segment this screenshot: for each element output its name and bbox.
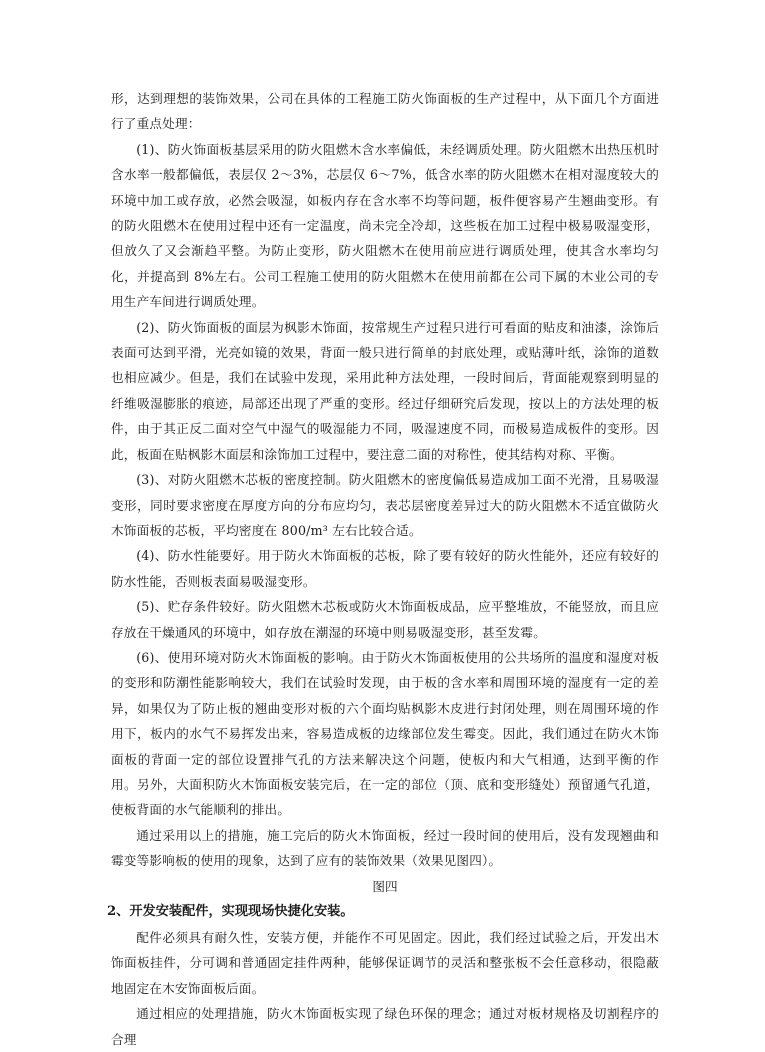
paragraph-item-4: (4)、防水性能要好。用于防火木饰面板的芯板，除了要有较好的防火性能外，还应有较好的防水性能，否则板表面易吸湿变形。 bbox=[111, 548, 659, 589]
paragraph-summary: 通过采用以上的措施，施工完后的防火木饰面板，经过一段时间的使用后，没有发现翘曲和霉变等影响板的使用的现象，达到了应有的装饰效果（效果见图四）。 bbox=[111, 827, 659, 869]
document-page bbox=[107, 86, 659, 1052]
paragraph-fittings: 配件必须具有耐久性，安装方便，并能作不可见固定。因此，我们经过试验之后，开发出木饰面板挂件，分可调和普通固定挂件两种，能够保证调节的灵活和整张板不会任意移动，很隐蔽地固定在木安饰面板后面。 bbox=[111, 930, 659, 996]
section-heading: 2、开发安装配件，实现现场快捷化安装。 bbox=[107, 904, 354, 919]
paragraph-item-5: (5)、贮存条件较好。防火阻燃木芯板或防火木饰面板成品，应平整堆放，不能竖放，而且应存放在干燥通风的环境中，如存放在潮湿的环境中则易吸湿变形，甚至发霉。 bbox=[111, 599, 659, 640]
paragraph-item-1: (1)、防火饰面板基层采用的防火阻燃木含水率偏低，未经调质处理。防火阻燃木出热压机时含水率一般都偏低，表层仅 2～3%，芯层仅 6～7%，低含水率的防火阻燃木在相对湿度较大的环境中加工或存放，必然会吸湿，如板内存在含水率不均等问题，板件便容易产生翘曲变形。有的防火阻燃木在使用过程中还有一定温度，尚未完全冷却，这些板在加工过程中极易吸湿变形，但放久了又会渐趋平整。为防止变形，防火阻燃木在使用前应进行调质处理，使其含水率均匀化，并提高到 8%左右。公司工程施工使用的防火阻燃木在使用前都在公司下属的木业公司的专用生产车间进行调质处理。 bbox=[111, 141, 659, 310]
figure-caption: 图四 bbox=[372, 878, 398, 894]
paragraph-item-3: (3)、对防火阻燃木芯板的密度控制。防火阻燃木的密度偏低易造成加工面不光滑，且易吸湿变形，同时要求密度在厚度方向的分布应均匀，表芯层密度差异过大的防火阻燃木不适宜做防火木饰面板的芯板，平均密度在 800/m³ 左右比较合适。 bbox=[111, 472, 659, 538]
paragraph-intro: 形，达到理想的装饰效果，公司在具体的工程施工防火饰面板的生产过程中，从下面几个方面进行了重点处理： bbox=[111, 91, 659, 132]
paragraph-conclusion: 通过相应的处理措施，防火木饰面板实现了绿色环保的理念；通过对板材规格及切割程序的合理 bbox=[111, 1006, 659, 1047]
paragraph-item-6: (6)、使用环境对防火木饰面板的影响。由于防火木饰面板使用的公共场所的温度和湿度对板的变形和防潮性能影响较大，我们在试验时发现，由于板的含水率和周围环境的湿度有一定的差异，如果仅为了防止板的翘曲变形对板的六个面均贴枫影木皮进行封闭处理，则在周围环境的作用下，板内的水气不易挥发出来，容易造成板的边缘部位发生霉变。因此，我们通过在防火木饰面板的背面一定的部位设置排气孔的方法来解决这个问题，使板内和大气相通，达到平衡的作用。另外，大面积防火木饰面板安装完后，在一定的部位（顶、底和变形缝处）预留通气孔道，使板背面的水气能顺利的排出。 bbox=[111, 649, 659, 818]
paragraph-item-2: (2)、防火饰面板的面层为枫影木饰面，按常规生产过程只进行可看面的贴皮和油漆，涂饰后表面可达到平滑，光亮如镜的效果，背面一般只进行简单的封底处理，或贴薄叶纸，涂饰的道数也相应减少。但是，我们在试验中发现，采用此种方法处理，一段时间后，背面能观察到明显的纤维吸湿膨胀的痕迹，局部还出现了严重的变形。经过仔细研究后发现，按以上的方法处理的板件，由于其正反二面对空气中湿气的吸湿能力不同，吸湿速度不同，而极易造成板件的变形。因此，板面在贴枫影木面层和涂饰加工过程中，要注意二面的对称性，使其结构对称、平衡。 bbox=[111, 319, 659, 462]
